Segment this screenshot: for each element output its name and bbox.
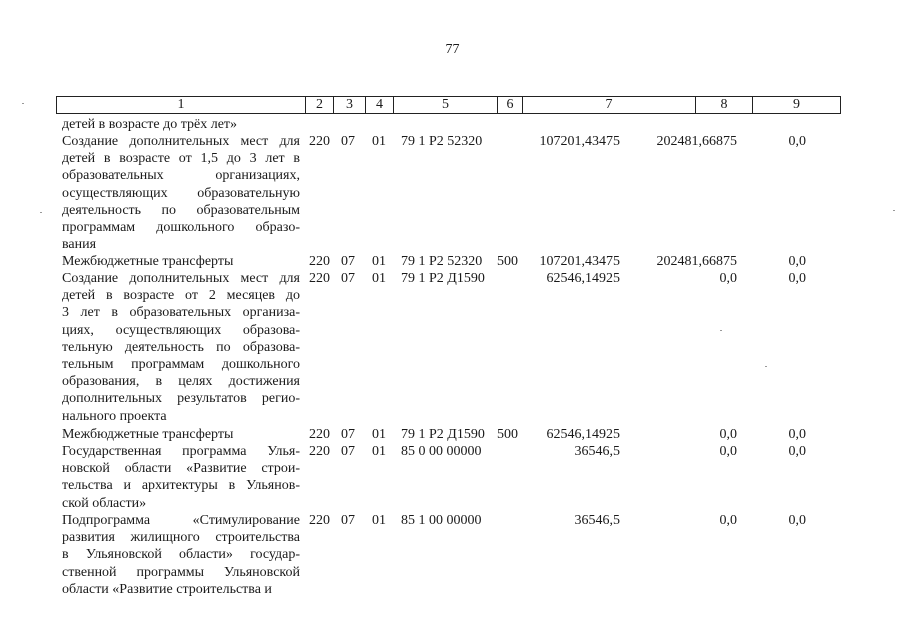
cell-c9: 0,0 — [788, 444, 806, 459]
cell-c3: 07 — [341, 427, 355, 442]
description-line: ственной программы Ульяновской — [62, 564, 300, 580]
cell-c5: 79 1 Р2 52320 — [401, 254, 483, 269]
scan-speck — [765, 366, 767, 367]
description-line: циях, осуществляющих образова- — [62, 322, 300, 338]
column-header-9: 9 — [793, 97, 800, 112]
description-line: деятельность по образовательным — [62, 202, 300, 218]
cell-c7: 107201,43475 — [539, 134, 620, 149]
row-description — [62, 443, 300, 512]
cell-c8: 0,0 — [719, 427, 737, 442]
row-description — [62, 512, 300, 598]
cell-c3: 07 — [341, 271, 355, 286]
description-line: детей в возрасте до трёх лет» — [62, 117, 238, 132]
cell-c5: 85 0 00 00000 — [401, 444, 482, 459]
description-line: новской области «Развитие строи- — [62, 461, 300, 477]
cell-c9: 0,0 — [788, 271, 806, 286]
cell-c3: 07 — [341, 444, 355, 459]
cell-c4: 01 — [372, 427, 386, 442]
cell-c9: 0,0 — [788, 254, 806, 269]
row-description — [62, 270, 300, 425]
row-description — [62, 426, 300, 443]
cell-c8: 202481,66875 — [656, 254, 737, 269]
cell-c6: 500 — [497, 254, 518, 269]
column-header-4: 4 — [366, 97, 394, 113]
description-line: тельства и архитектуры в Ульянов- — [62, 478, 300, 494]
scan-speck — [40, 212, 42, 213]
cell-c3: 07 — [341, 513, 355, 528]
scan-speck — [22, 103, 24, 104]
page-number: 77 — [445, 42, 460, 57]
description-line: образовательных организациях, — [62, 168, 300, 184]
description-line: Межбюджетные трансферты — [62, 254, 234, 269]
cell-c7: 36546,5 — [574, 444, 620, 459]
description-line: тельную деятельность по образова- — [62, 339, 300, 355]
cell-c3: 07 — [341, 254, 355, 269]
cell-c4: 01 — [372, 513, 386, 528]
column-header-6: 6 — [498, 97, 523, 113]
description-line: 3 лет в образовательных организа- — [62, 305, 300, 321]
row-description — [62, 253, 300, 270]
cell-c7: 62546,14925 — [546, 427, 620, 442]
description-line: тельным программам дошкольного — [62, 356, 300, 372]
description-line: осуществляющих образовательную — [62, 185, 300, 201]
cell-c4: 01 — [372, 444, 386, 459]
cell-c7: 36546,5 — [574, 513, 620, 528]
column-header-3: 3 — [334, 97, 366, 113]
description-line: вания — [62, 237, 97, 253]
description-line: развития жилищного строительства — [62, 530, 300, 546]
column-header-5: 5 — [394, 97, 498, 113]
column-header-7: 7 — [523, 97, 696, 113]
description-line: образования, в целях достижения — [62, 374, 300, 390]
cell-c4: 01 — [372, 254, 386, 269]
description-line: области «Развитие строительства и — [62, 581, 272, 597]
description-line: в Ульяновской области» государ- — [62, 547, 300, 563]
column-header-1: 1 — [57, 97, 306, 113]
column-header-8: 8 — [696, 97, 753, 113]
description-line: детей в возрасте от 2 месяцев до — [62, 288, 300, 304]
table-header — [56, 96, 841, 114]
description-line: дополнительных результатов регио- — [62, 391, 300, 407]
cell-c5: 85 1 00 00000 — [401, 513, 482, 528]
description-line: Межбюджетные трансферты — [62, 427, 234, 442]
cell-c2: 220 — [309, 134, 330, 149]
cell-c5: 79 1 Р2 Д1590 — [401, 427, 485, 442]
cell-c7: 107201,43475 — [539, 254, 620, 269]
cell-c2: 220 — [309, 271, 330, 286]
cell-c2: 220 — [309, 427, 330, 442]
cell-c5: 79 1 Р2 Д1590 — [401, 271, 485, 286]
cell-c7: 62546,14925 — [546, 271, 620, 286]
cell-c6: 500 — [497, 427, 518, 442]
description-line: детей в возрасте от 1,5 до 3 лет в — [62, 151, 300, 167]
cell-c9: 0,0 — [788, 134, 806, 149]
cell-c4: 01 — [372, 134, 386, 149]
cell-c2: 220 — [309, 513, 330, 528]
description-line: Государственная программа Улья- — [62, 444, 300, 459]
description-line: нального проекта — [62, 408, 167, 424]
cell-c2: 220 — [309, 444, 330, 459]
cell-c8: 0,0 — [719, 513, 737, 528]
column-header-2: 2 — [306, 97, 334, 113]
cell-c4: 01 — [372, 271, 386, 286]
cell-c3: 07 — [341, 134, 355, 149]
row-description — [62, 133, 300, 253]
cell-c5: 79 1 Р2 52320 — [401, 134, 483, 149]
cell-c8: 0,0 — [719, 444, 737, 459]
scan-speck — [893, 210, 895, 211]
cell-c2: 220 — [309, 254, 330, 269]
cell-c8: 202481,66875 — [656, 134, 737, 149]
cell-c9: 0,0 — [788, 427, 806, 442]
description-line: Создание дополнительных мест для — [62, 134, 300, 149]
description-line: ской области» — [62, 495, 147, 511]
row-description — [62, 116, 300, 133]
scan-speck — [720, 330, 722, 331]
description-line: Подпрограмма «Стимулирование — [62, 513, 300, 528]
description-line: Создание дополнительных мест для — [62, 271, 300, 286]
cell-c9: 0,0 — [788, 513, 806, 528]
cell-c8: 0,0 — [719, 271, 737, 286]
description-line: программам дошкольного образо- — [62, 219, 300, 235]
